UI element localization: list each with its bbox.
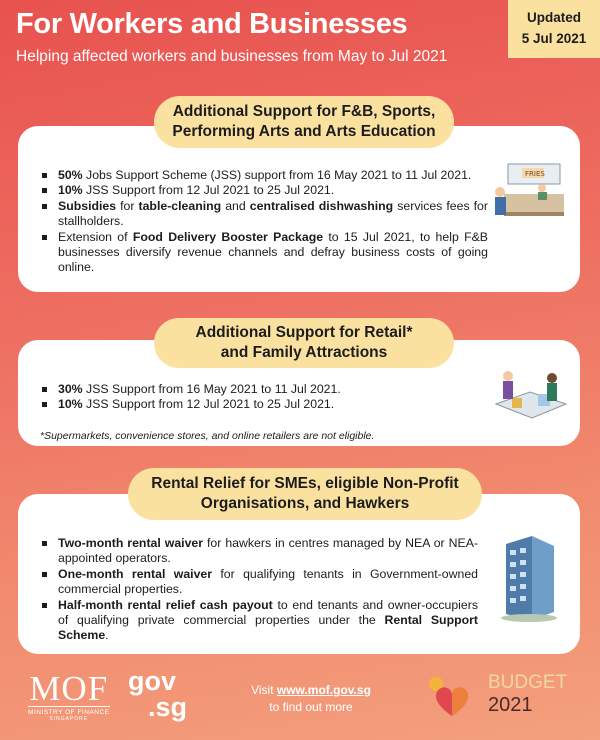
bullet-emphasis: Subsidies [58,198,117,213]
bullet-item [40,168,488,183]
bullet-item [40,567,478,598]
bullet-emphasis: Half-month rental relief cash payout [58,597,273,612]
govsg-logo-line1: gov [128,666,177,696]
bullet-text: services fees for stallholders. [58,198,488,229]
retail-shopping-illustration [486,364,574,431]
section-title-line: Additional Support for Retail* [195,324,413,341]
bullet-text: to end tenants and owner-occupiers of qualifying private commercial properties under the [58,597,478,628]
section-title-fnb [154,96,454,148]
section-title-line: Organisations, and Hawkers [200,495,410,512]
mof-logo-country: SINGAPORE [49,716,89,722]
govsg-logo [128,668,187,720]
bullet-emphasis: Two-month rental waiver [58,536,204,550]
budget-word: BUDGET [488,672,568,693]
bullet-emphasis: centralised dishwashing [249,198,394,213]
budget-year: 2021 [488,694,533,716]
bullet-item [40,230,488,276]
bullet-emphasis: Food Delivery Booster Package [132,229,324,244]
mof-logo [28,669,110,722]
bullet-item [40,199,488,230]
food-stall-illustration [492,160,568,231]
section-title-retail [154,318,454,368]
bullet-emphasis: table-cleaning [138,198,222,213]
bullet-text: . [105,628,109,643]
section-list-fnb [40,168,488,276]
visit-suffix: to find out more [269,700,353,714]
bullet-emphasis: 30% [58,382,83,396]
bullet-item [40,598,478,644]
section-title-line: Performing Arts and Arts Education [172,123,436,140]
mof-logo-subtext: MINISTRY OF FINANCE [28,706,110,716]
mof-logo-text: MOF [29,669,109,708]
section-title-line: Additional Support for F&B, Sports, [172,103,436,120]
bullet-text: for hawkers in centres managed by NEA or NEA-appointed operators. [58,536,478,566]
updated-label: Updated [527,10,581,25]
bullet-item [40,183,488,198]
section-title-line: and Family Attractions [220,344,388,361]
bullet-item [40,382,480,397]
bullet-text: JSS Support from 16 May 2021 to 11 Jul 2021. [82,382,341,396]
bullet-text: JSS Support from 12 Jul 2021 to 25 Jul 2021. [82,397,335,412]
govsg-logo-line2: .sg [148,692,188,722]
bullet-emphasis: 10% [58,183,83,198]
svg-text:FRIES: FRIES [525,170,545,178]
office-building-illustration [498,534,560,627]
visit-text [236,682,386,716]
page-title: For Workers and Businesses [16,8,408,40]
bullet-emphasis: Rental Support Scheme [58,613,478,643]
bullet-item [40,536,478,567]
bullet-text: Jobs Support Scheme (JSS) support from 16 May 2021 to 11 Jul 2021. [82,168,472,182]
visit-prefix: Visit [251,683,277,697]
section-note-retail: *Supermarkets, convenience stores, and online retailers are not eligible. [40,430,375,442]
bullet-text: and [221,198,250,213]
budget-heart-icon [424,668,480,729]
bullet-text: for [116,198,139,213]
website-link[interactable]: www.mof.gov.sg [276,683,371,697]
bullet-emphasis: 10% [58,397,83,412]
section-title-rental [128,468,482,520]
bullet-text: for qualifying tenants in Government-owned commercial properties. [58,566,478,597]
bullet-text: JSS Support from 12 Jul 2021 to 25 Jul 2021. [82,183,335,198]
section-title-line: Rental Relief for SMEs, eligible Non-Profit [151,475,459,492]
page-subtitle: Helping affected workers and businesses from May to Jul 2021 [16,48,448,65]
bullet-emphasis: One-month rental waiver [58,566,213,581]
section-list-retail [40,382,480,413]
bullet-item [40,397,480,412]
updated-badge [508,0,600,58]
bullet-emphasis: 50% [58,168,83,182]
updated-date: 5 Jul 2021 [521,31,587,46]
budget-logo [488,672,567,716]
bullet-text: to 15 Jul 2021, to help F&B businesses diversify revenue channels and defray business costs of going online. [58,229,488,275]
bullet-text: Extension of [58,229,133,244]
section-list-rental [40,536,478,644]
